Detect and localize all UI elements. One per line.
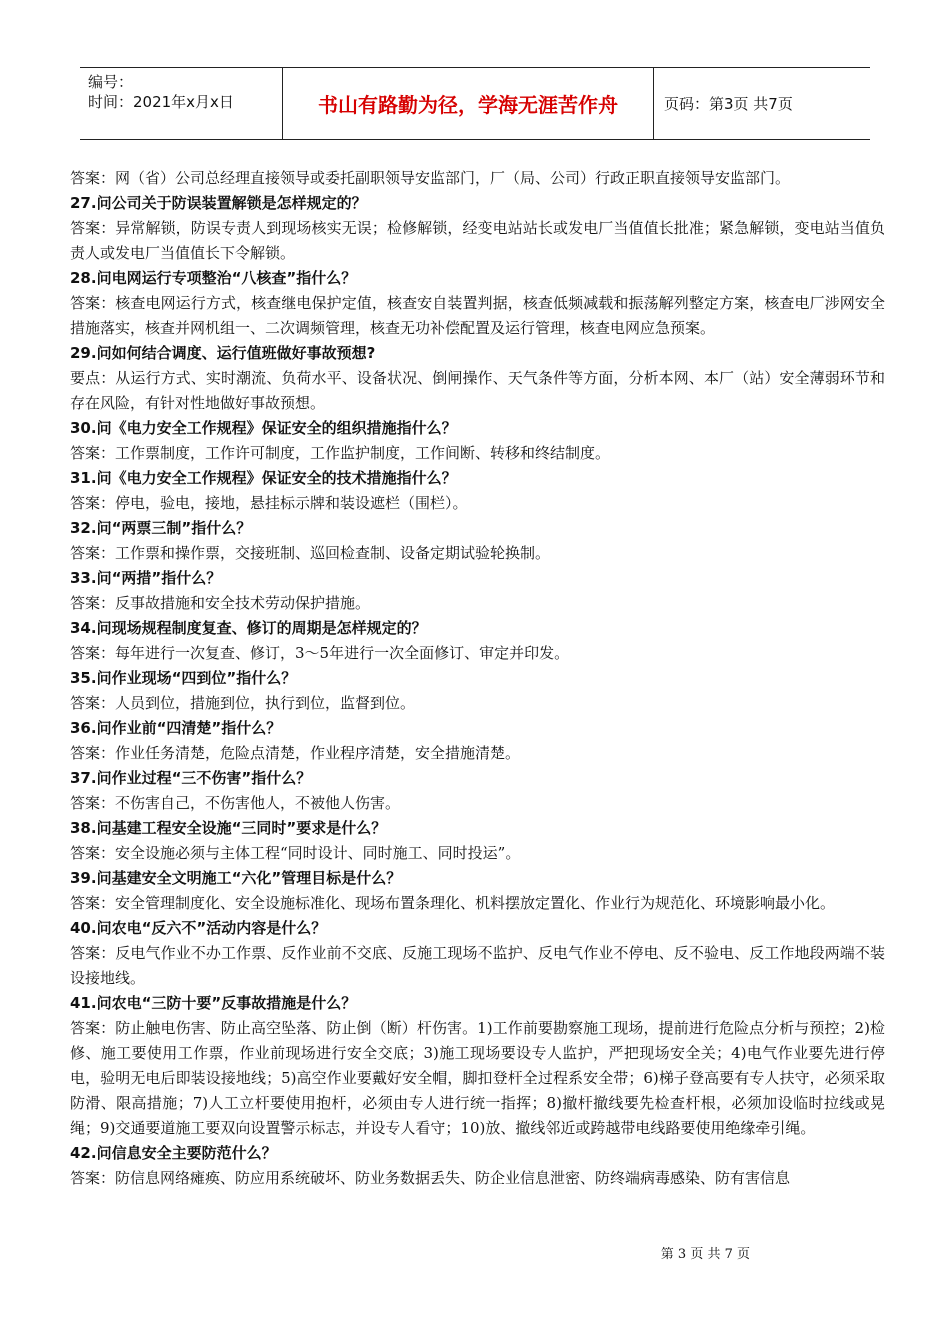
answer: 答案：异常解锁，防误专责人到现场核实无误；检修解锁，经变电站站长或发电厂当值值长批准；紧急解锁，变电站当值负责人或发电厂当值值长下令解锁。 — [70, 219, 885, 262]
question: 38.问基建工程安全设施“三同时”要求是什么？ — [70, 819, 387, 837]
question: 31.问《电力安全工作规程》保证安全的技术措施指什么？ — [70, 469, 457, 487]
header-page-info: 页码：第3页 共7页 — [664, 95, 793, 113]
question: 29.问如何结合调度、运行值班做好事故预想? — [70, 344, 376, 362]
question: 28.问电网运行专项整治“八核查”指什么？ — [70, 269, 357, 287]
answer: 答案：人员到位，措施到位，执行到位，监督到位。 — [70, 694, 416, 712]
answer: 答案：网（省）公司总经理直接领导或委托副职领导安监部门，厂（局、公司）行政正职直接领导安监部门。 — [70, 169, 791, 187]
page-header — [80, 67, 870, 140]
question: 27.问公司关于防误装置解锁是怎样规定的？ — [70, 194, 367, 212]
answer: 答案：工作票和操作票，交接班制、巡回检查制、设备定期试验轮换制。 — [70, 544, 551, 562]
answer: 答案：防止触电伤害、防止高空坠落、防止倒（断）杆伤害。1)工作前要勘察施工现场，提前进行危险点分析与预控；2)检修、施工要使用工作票，作业前现场进行安全交底；3)施工现场要设专人监护，严把现场安全关；4)电气作业要先进行停电，验明无电后即装设接地线；5)高空作业要戴好安全帽，脚扣登杆全过程系安全带；6)梯子登高要有专人扶守，必须采取防滑、限高措施；7)人工立杆要使用抱杆，必须由专人进行统一指挥；8)撤杆撤线要先检查杆根，必须加设临时拉线或晃绳；9)交通要道施工要双向设置警示标志，并设专人看守；10)放、撤线邻近或跨越带电线路要使用绝缘牵引绳。 — [70, 1019, 885, 1137]
answer: 答案：防信息网络瘫痪、防应用系统破坏、防业务数据丢失、防企业信息泄密、防终端病毒感染、防有害信息 — [70, 1169, 791, 1187]
qa-content — [70, 166, 885, 1191]
page-footer: 第 3 页 共 7 页 — [660, 1247, 750, 1262]
answer: 要点：从运行方式、实时潮流、负荷水平、设备状况、倒闸操作、天气条件等方面，分析本网、本厂（站）安全薄弱环节和存在风险，有针对性地做好事故预想。 — [70, 369, 885, 412]
header-meta — [80, 68, 283, 139]
question: 41.问农电“三防十要”反事故措施是什么？ — [70, 994, 357, 1012]
question: 42.问信息安全主要防范什么？ — [70, 1144, 277, 1162]
question: 37.问作业过程“三不伤害”指什么？ — [70, 769, 312, 787]
number-label: 编号： — [88, 73, 134, 91]
answer: 答案：停电，验电，接地，悬挂标示牌和装设遮栏（围栏）。 — [70, 494, 468, 512]
answer: 答案：不伤害自己，不伤害他人，不被他人伤害。 — [70, 794, 401, 812]
answer: 答案：安全设施必须与主体工程“同时设计、同时施工、同时投运”。 — [70, 844, 521, 862]
time-label: 时间：2021年x月x日 — [88, 93, 234, 111]
question: 34.问现场规程制度复查、修订的周期是怎样规定的？ — [70, 619, 427, 637]
question: 33.问“两措”指什么？ — [70, 569, 222, 587]
question: 30.问《电力安全工作规程》保证安全的组织措施指什么？ — [70, 419, 457, 437]
answer: 答案：作业任务清楚，危险点清楚，作业程序清楚，安全措施清楚。 — [70, 744, 521, 762]
answer: 答案：反事故措施和安全技术劳动保护措施。 — [70, 594, 371, 612]
answer: 答案：每年进行一次复查、修订，3～5年进行一次全面修订、审定并印发。 — [70, 644, 570, 662]
header-motto: 书山有路勤为径，学海无涯苦作舟 — [283, 68, 654, 139]
answer: 答案：核查电网运行方式，核查继电保护定值，核查安自装置判据，核查低频减载和振荡解列整定方案，核查电厂涉网安全措施落实，核查并网机组一、二次调频管理，核查无功补偿配置及运行管理，核查电网应急预案。 — [70, 294, 885, 337]
question: 39.问基建安全文明施工“六化”管理目标是什么？ — [70, 869, 402, 887]
question: 36.问作业前“四清楚”指什么？ — [70, 719, 282, 737]
answer: 答案：反电气作业不办工作票、反作业前不交底、反施工现场不监护、反电气作业不停电、反不验电、反工作地段两端不装设接地线。 — [70, 944, 885, 987]
answer: 答案：安全管理制度化、安全设施标准化、现场布置条理化、机料摆放定置化、作业行为规范化、环境影响最小化。 — [70, 894, 836, 912]
question: 32.问“两票三制”指什么？ — [70, 519, 252, 537]
question: 40.问农电“反六不”活动内容是什么？ — [70, 919, 327, 937]
answer: 答案：工作票制度，工作许可制度，工作监护制度，工作间断、转移和终结制度。 — [70, 444, 611, 462]
question: 35.问作业现场“四到位”指什么？ — [70, 669, 297, 687]
